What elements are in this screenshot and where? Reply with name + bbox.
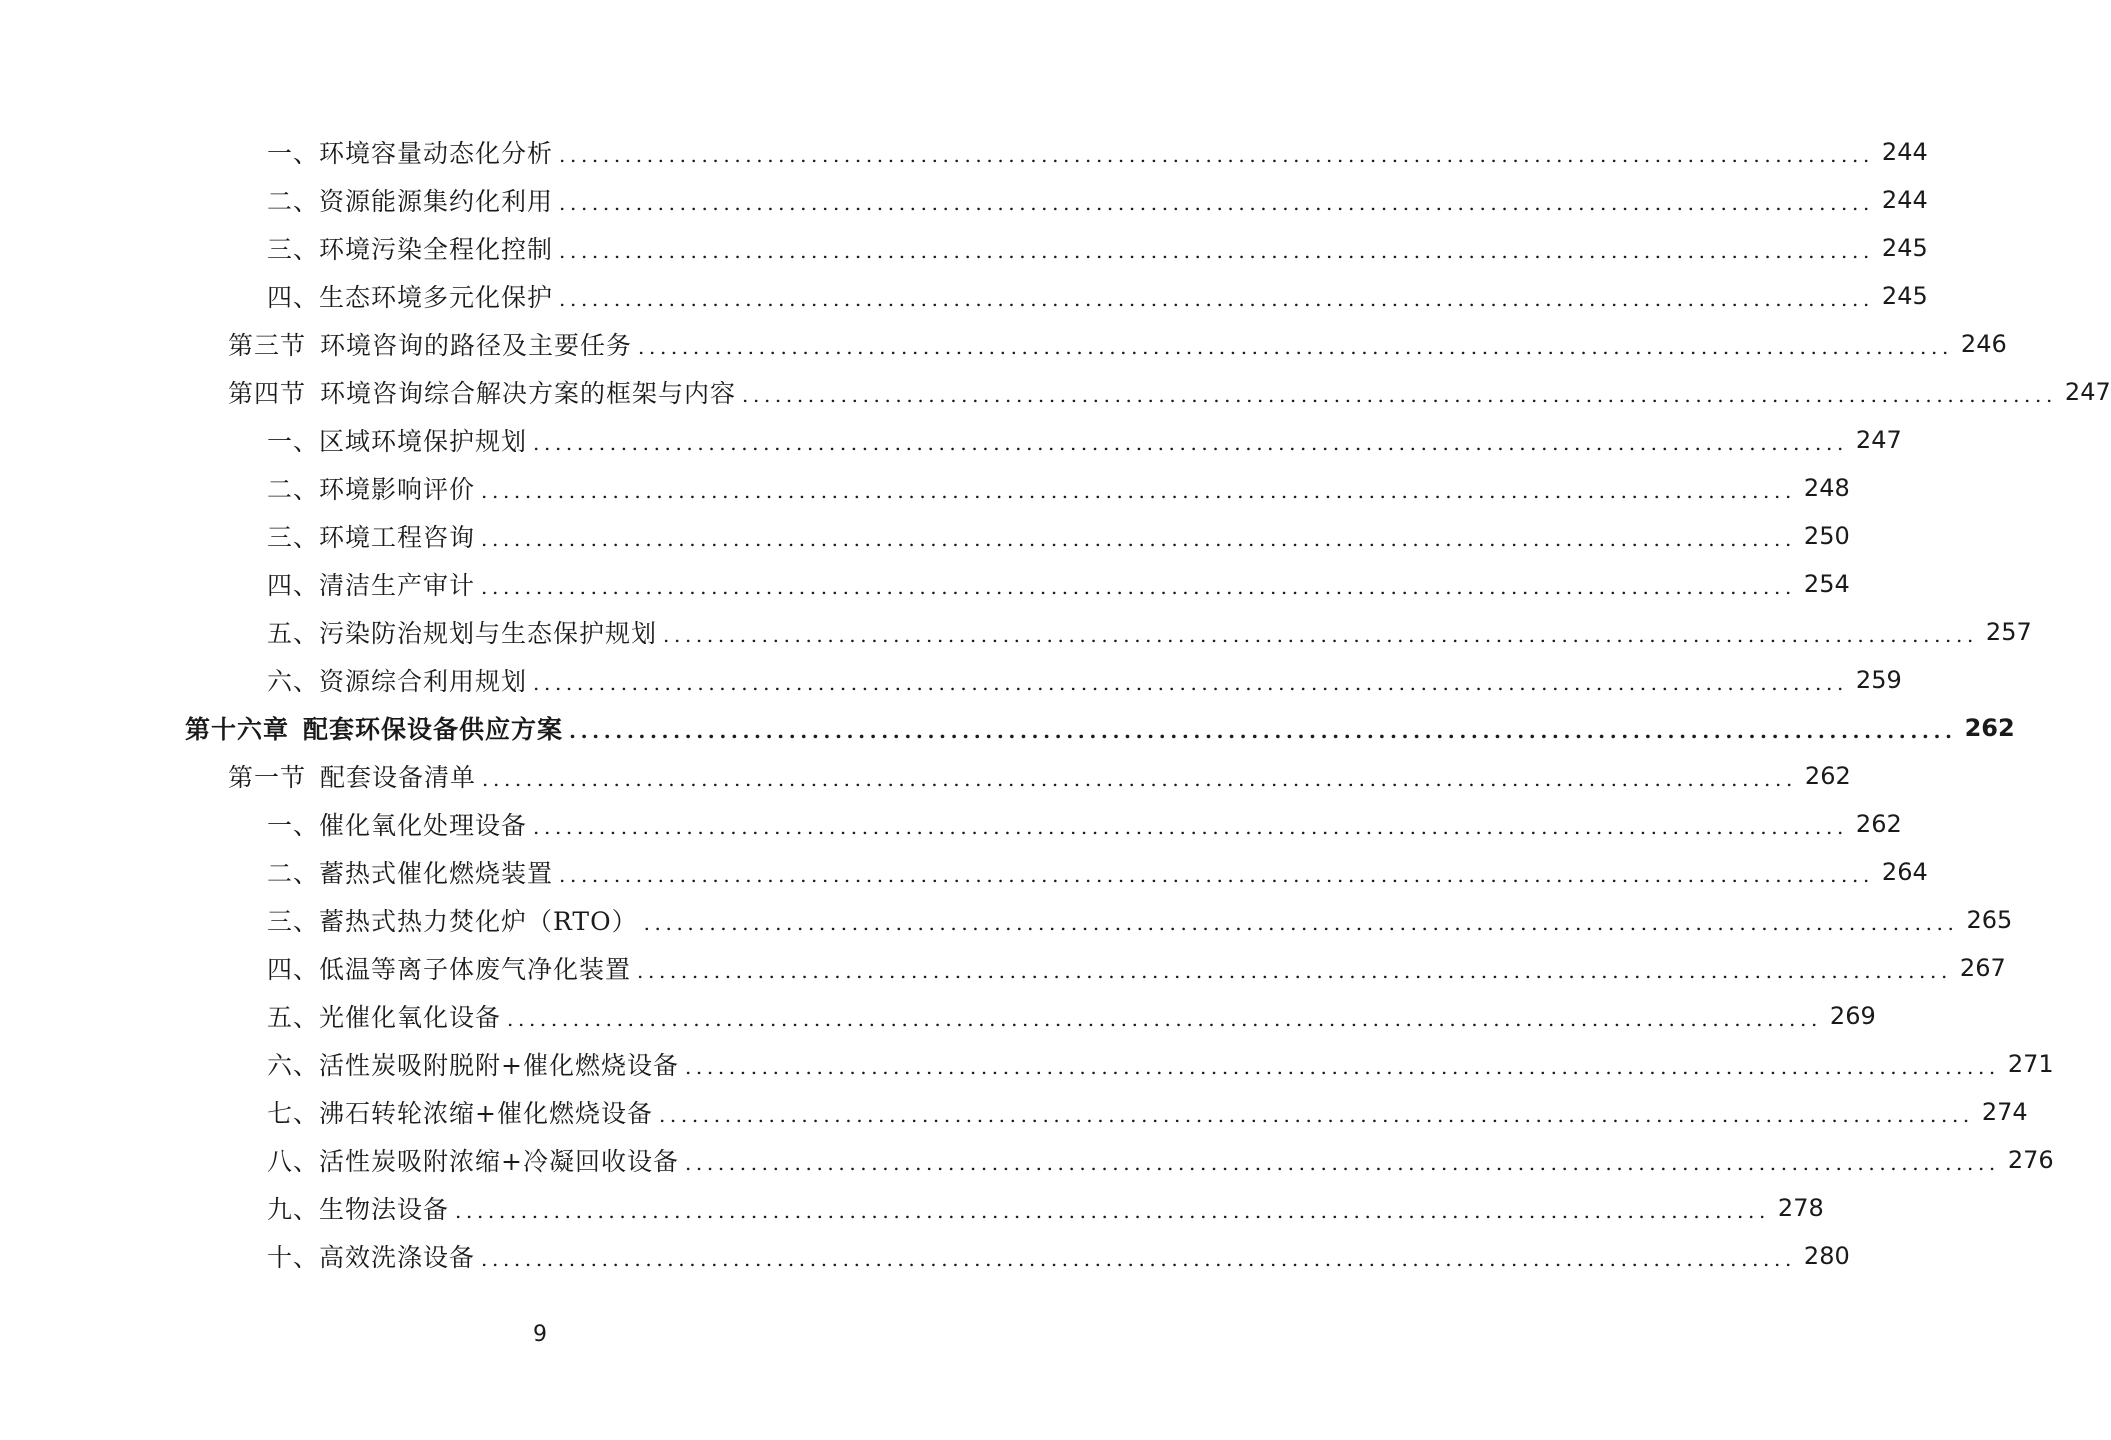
toc-entry-item[interactable] [0, 1088, 2028, 1136]
toc-entry-title: 区域环境保护规划 [319, 427, 528, 456]
toc-entry-section[interactable] [0, 320, 2007, 368]
toc-entry-page-number: 276 [2007, 1146, 2054, 1174]
toc-entry-page-number: 274 [1981, 1098, 2028, 1126]
dot-leader: ........................................................................................................................ [684, 1055, 2000, 1079]
dot-leader: ........................................................................................................................ [658, 1103, 1974, 1127]
toc-entry-number: 四、 [267, 571, 320, 600]
dot-leader: ........................................................................................................................ [482, 767, 1797, 791]
toc-entry-item[interactable] [0, 512, 1850, 560]
toc-entry-number: 三、 [267, 523, 320, 552]
dot-leader: ........................................................................................................................ [684, 1151, 2000, 1175]
toc-entry-item[interactable] [0, 560, 1850, 608]
dot-leader: ........................................................................................................................ [481, 1247, 1796, 1271]
dot-leader: ........................................................................................................................ [559, 287, 1874, 311]
dot-leader: ........................................................................................................................ [533, 815, 1848, 839]
toc-entry-item[interactable] [0, 656, 1902, 704]
toc-entry-number: 七、 [267, 1099, 320, 1128]
toc-entry-item[interactable] [0, 800, 1902, 848]
toc-entry-title: 低温等离子体废气净化装置 [319, 955, 632, 984]
table-of-contents [0, 128, 2111, 1280]
toc-entry-page-number: 278 [1777, 1194, 1824, 1222]
toc-entry-label [267, 230, 553, 266]
toc-entry-label [267, 614, 657, 650]
toc-entry-title: 配套环保设备供应方案 [303, 715, 564, 744]
dot-leader: ........................................................................................................................ [637, 959, 1952, 983]
dot-leader: ........................................................................................................................ [663, 623, 1978, 647]
toc-entry-title: 生物法设备 [319, 1195, 450, 1224]
toc-entry-item[interactable] [0, 992, 1876, 1040]
toc-entry-page-number: 257 [1985, 618, 2032, 646]
toc-entry-title: 生态环境多元化保护 [319, 283, 554, 312]
toc-entry-item[interactable] [0, 176, 1928, 224]
toc-entry-page-number: 265 [1966, 906, 2013, 934]
toc-entry-label [267, 470, 475, 506]
toc-entry-page-number: 246 [1960, 330, 2007, 358]
toc-entry-label [267, 950, 631, 986]
toc-entry-number: 第四节 [228, 379, 307, 408]
toc-entry-label [228, 326, 632, 362]
dot-leader: ........................................................................................................................ [559, 143, 1874, 167]
toc-entry-page-number: 280 [1803, 1242, 1850, 1270]
toc-entry-page-number: 245 [1881, 234, 1928, 262]
toc-entry-label [267, 1238, 475, 1274]
dot-leader: ........................................................................................................................ [559, 863, 1874, 887]
toc-entry-page-number: 267 [1959, 954, 2006, 982]
toc-entry-page-number: 259 [1855, 666, 1902, 694]
toc-entry-item[interactable] [0, 464, 1850, 512]
toc-entry-number: 五、 [267, 1003, 320, 1032]
toc-entry-label [267, 1142, 679, 1178]
toc-entry-title: 环境咨询综合解决方案的框架与内容 [320, 379, 737, 408]
toc-entry-item[interactable] [0, 896, 2013, 944]
toc-entry-page-number: 244 [1881, 138, 1928, 166]
toc-entry-number: 第三节 [228, 331, 307, 360]
toc-entry-item[interactable] [0, 1232, 1850, 1280]
toc-entry-title: 沸石转轮浓缩+催化燃烧设备 [319, 1099, 653, 1128]
toc-entry-number: 一、 [267, 427, 320, 456]
toc-entry-label [267, 806, 527, 842]
toc-entry-page-number: 245 [1881, 282, 1928, 310]
toc-entry-label [267, 134, 553, 170]
toc-entry-number: 六、 [267, 1051, 320, 1080]
dot-leader: ........................................................................................................................ [559, 191, 1874, 215]
toc-entry-number: 三、 [267, 235, 320, 264]
dot-leader: ........................................................................................................................ [481, 527, 1796, 551]
toc-entry-page-number: 244 [1881, 186, 1928, 214]
toc-entry-page-number: 262 [1964, 714, 2015, 742]
toc-entry-title: 配套设备清单 [320, 763, 477, 792]
toc-entry-title: 污染防治规划与生态保护规划 [319, 619, 658, 648]
toc-entry-number: 六、 [267, 667, 320, 696]
dot-leader: ........................................................................................................................ [533, 671, 1848, 695]
dot-leader: ........................................................................................................................ [569, 719, 1957, 743]
toc-entry-title: 资源能源集约化利用 [319, 187, 554, 216]
toc-entry-number: 八、 [267, 1147, 320, 1176]
toc-entry-number: 一、 [267, 811, 320, 840]
toc-entry-number: 十、 [267, 1243, 320, 1272]
dot-leader: ........................................................................................................................ [481, 479, 1796, 503]
toc-entry-number: 四、 [267, 283, 320, 312]
toc-entry-number: 二、 [267, 187, 320, 216]
toc-entry-number: 九、 [267, 1195, 320, 1224]
toc-entry-label [267, 566, 475, 602]
toc-entry-title: 环境影响评价 [319, 475, 476, 504]
toc-entry-item[interactable] [0, 848, 1928, 896]
toc-entry-item[interactable] [0, 1136, 2054, 1184]
toc-entry-label [228, 758, 476, 794]
toc-entry-label [267, 902, 638, 938]
toc-entry-chapter[interactable] [0, 704, 2015, 752]
dot-leader: ........................................................................................................................ [507, 1007, 1822, 1031]
dot-leader: ........................................................................................................................ [481, 575, 1796, 599]
toc-entry-number: 二、 [267, 475, 320, 504]
toc-entry-item[interactable] [0, 416, 1902, 464]
toc-entry-page-number: 269 [1829, 1002, 1876, 1030]
toc-entry-label [267, 854, 553, 890]
toc-entry-number: 五、 [267, 619, 320, 648]
toc-entry-number: 三、 [267, 907, 320, 936]
toc-entry-item[interactable] [0, 1040, 2054, 1088]
toc-entry-section[interactable] [0, 368, 2111, 416]
toc-entry-item[interactable] [0, 272, 1928, 320]
toc-entry-title: 环境容量动态化分析 [319, 139, 554, 168]
toc-entry-item[interactable] [0, 944, 2006, 992]
toc-entry-label [267, 1190, 449, 1226]
toc-entry-label [267, 998, 501, 1034]
toc-entry-page-number: 262 [1804, 762, 1851, 790]
toc-entry-page-number: 247 [2064, 378, 2111, 406]
toc-entry-title: 环境咨询的路径及主要任务 [320, 331, 633, 360]
toc-entry-label [267, 182, 553, 218]
toc-entry-label [228, 374, 736, 410]
toc-entry-item[interactable] [0, 608, 2032, 656]
toc-entry-page-number: 262 [1855, 810, 1902, 838]
dot-leader: ........................................................................................................................ [533, 431, 1848, 455]
toc-entry-page-number: 250 [1803, 522, 1850, 550]
dot-leader: ........................................................................................................................ [559, 239, 1874, 263]
toc-entry-label [267, 518, 475, 554]
toc-entry-title: 活性炭吸附浓缩+冷凝回收设备 [319, 1147, 679, 1176]
page-number: 9 [533, 1322, 547, 1347]
dot-leader: ........................................................................................................................ [455, 1199, 1770, 1223]
toc-entry-label [267, 1094, 653, 1130]
toc-entry-number: 第一节 [228, 763, 307, 792]
toc-entry-title: 蓄热式热力焚化炉（RTO） [319, 907, 638, 936]
toc-entry-title: 光催化氧化设备 [319, 1003, 502, 1032]
toc-entry-number: 第十六章 [185, 715, 290, 744]
toc-entry-label [267, 422, 527, 458]
toc-entry-page-number: 247 [1855, 426, 1902, 454]
toc-entry-title: 蓄热式催化燃烧装置 [319, 859, 554, 888]
toc-entry-title: 活性炭吸附脱附+催化燃烧设备 [319, 1051, 679, 1080]
toc-entry-label [267, 278, 553, 314]
dot-leader: ........................................................................................................................ [643, 911, 1959, 935]
toc-entry-title: 环境工程咨询 [319, 523, 476, 552]
toc-entry-item[interactable] [0, 224, 1928, 272]
toc-entry-number: 一、 [267, 139, 320, 168]
toc-entry-page-number: 271 [2007, 1050, 2054, 1078]
toc-entry-title: 催化氧化处理设备 [319, 811, 528, 840]
toc-entry-page-number: 264 [1881, 858, 1928, 886]
toc-entry-section[interactable] [0, 752, 1851, 800]
toc-entry-page-number: 254 [1803, 570, 1850, 598]
dot-leader: ........................................................................................................................ [638, 335, 1953, 359]
toc-entry-label [267, 662, 527, 698]
dot-leader: ........................................................................................................................ [742, 383, 2057, 407]
toc-entry-title: 资源综合利用规划 [319, 667, 528, 696]
toc-entry-item[interactable] [0, 128, 1928, 176]
toc-entry-title: 高效洗涤设备 [319, 1243, 476, 1272]
toc-entry-item[interactable] [0, 1184, 1824, 1232]
toc-entry-label [267, 1046, 679, 1082]
toc-entry-page-number: 248 [1803, 474, 1850, 502]
toc-entry-number: 四、 [267, 955, 320, 984]
toc-entry-title: 环境污染全程化控制 [319, 235, 554, 264]
toc-entry-label [185, 710, 563, 746]
toc-entry-title: 清洁生产审计 [319, 571, 476, 600]
toc-entry-number: 二、 [267, 859, 320, 888]
